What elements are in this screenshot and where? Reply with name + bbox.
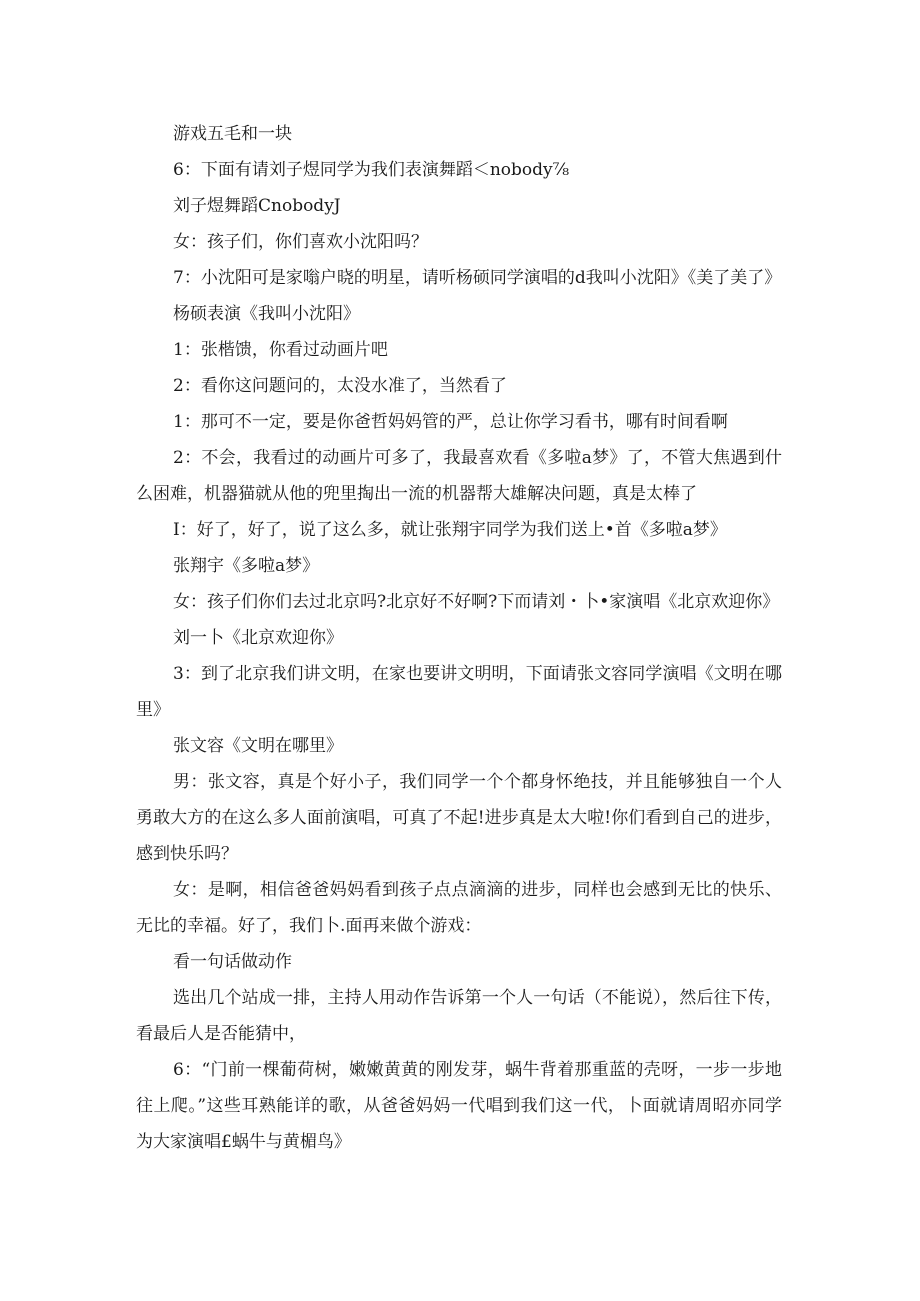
paragraph-doraemon-performance: 张翔宇《多啦a梦》 — [173, 556, 320, 576]
paragraph-snail-intro: 6：“门前一棵葡荷树，嫩嫩黄黄的刚发芽，蜗牛背着那重蓝的壳呀，一步一步地往上爬。”这些耳熟能详的歌，从爸爸妈妈一代唱到我们这一代，卜面就请周昭亦同学为大家演唱£蜗牛与黄楣鸟》 — [136, 1060, 782, 1152]
paragraph-female-host-question: 女：孩子们，你们喜欢小沈阳吗？ — [173, 232, 428, 252]
paragraph-beijing-performance: 刘一卜《北京欢迎你》 — [173, 628, 343, 648]
paragraph-game-name: 看一句话做动作 — [173, 952, 292, 972]
paragraph-dialogue-1: 1：张楷馈，你看过动画片吧 — [173, 340, 388, 360]
paragraph-dance-performance: 刘子煜舞蹈CnobodyJ — [173, 196, 341, 216]
paragraph-game-rules: 选出几个站成一排，主持人用动作告诉第一个人一句话（不能说），然后往下传，看最后人是否能猜中， — [136, 988, 782, 1044]
paragraph-dialogue-4: 2：不会，我看过的动画片可多了，我最喜欢看《多啦a梦》了，不管大焦遇到什么困难，机器猫就从他的兜里掏出一流的机器帮大雄解决问题，真是太棒了 — [136, 448, 782, 504]
paragraph-song-performance: 杨硕表演《我叫小沈阳》 — [173, 304, 360, 324]
paragraph-dance-intro: 6：下面有请刘子煜同学为我们表演舞蹈＜nobody⅞ — [173, 160, 570, 180]
paragraph-dialogue-3: 1：那可不一定，要是你爸哲妈妈管的严，总让你学习看书，哪有时间看啊 — [173, 412, 728, 432]
paragraph-beijing-intro: 女：孩子们你们去过北京吗?北京好不好啊?下而请刘・卜•家演唱《北京欢迎你》 — [173, 592, 780, 612]
paragraph-female-host-reply: 女：是啊，相信爸爸妈妈看到孩子点点滴滴的进步，同样也会感到无比的快乐、无比的幸福。好了，我们卜.面再来做个游戏： — [136, 880, 782, 936]
paragraph-song-intro: 7：小沈阳可是家嗡户晓的明星，请听杨硕同学演唱的d我叫小沈阳》《美了美了》 — [173, 268, 782, 288]
paragraph-civility-performance: 张文容《文明在哪里》 — [173, 736, 343, 756]
paragraph-male-host-praise: 男：张文容，真是个好小子，我们同学一个个都身怀绝技，并且能够独自一个人勇敢大方的在这么多人面前演唱，可真了不起!进步真是太大啦!你们看到自己的进步，感到快乐吗？ — [136, 772, 782, 864]
paragraph-dialogue-5: I：好了，好了，说了这么多，就让张翔宇同学为我们送上•首《多啦a梦》 — [173, 520, 727, 540]
paragraph-game-title: 游戏五毛和一块 — [173, 124, 292, 144]
paragraph-civility-intro: 3：到了北京我们讲文明，在家也要讲文明明，下面请张文容同学演唱《文明在哪里》 — [136, 664, 782, 720]
paragraph-dialogue-2: 2：看你这问题问的，太没水准了，当然看了 — [173, 376, 507, 396]
document-body — [136, 116, 782, 1160]
